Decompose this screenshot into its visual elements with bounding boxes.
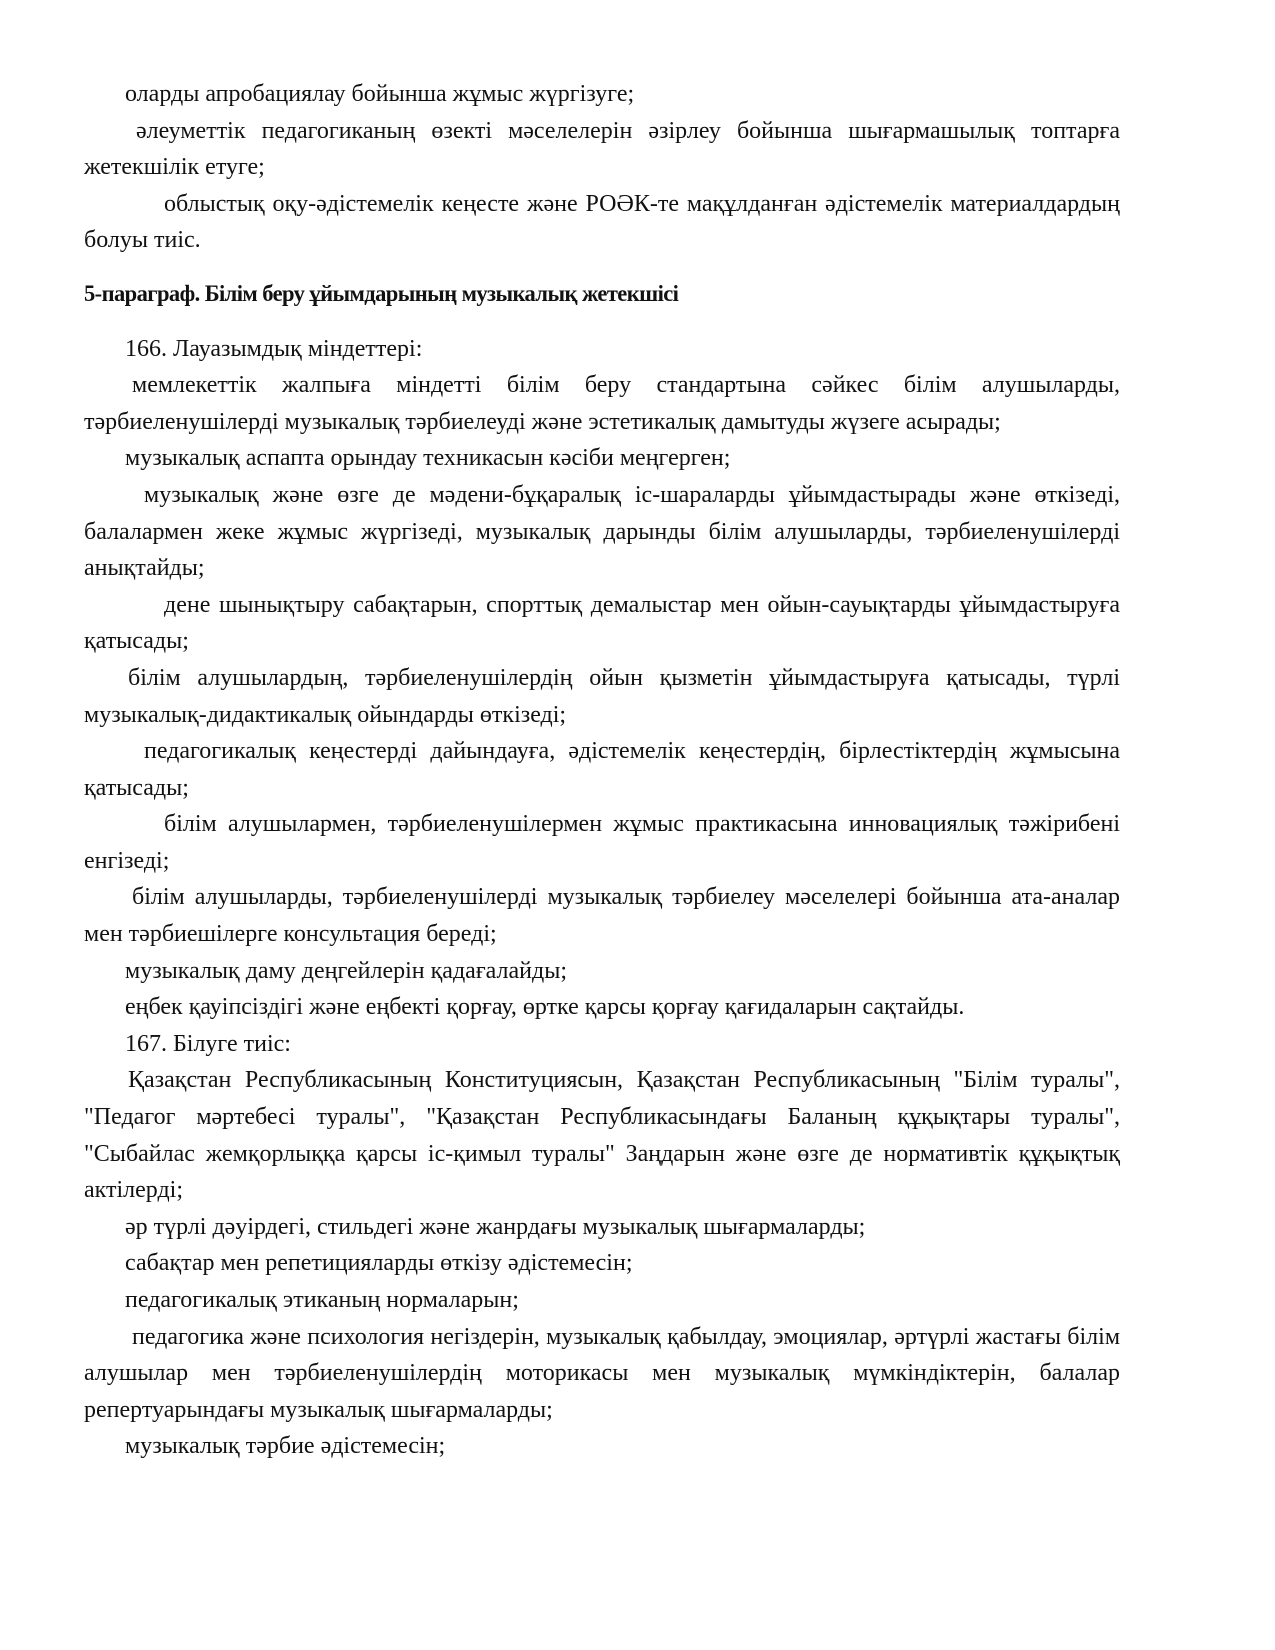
paragraph: педагогикалық этиканың нормаларын;	[125, 1287, 519, 1313]
clause-167-title: 167. Білуге тиіс:	[125, 1030, 291, 1057]
paragraph: білім алушылардың, тәрбиеленушілердің ойын қызметін ұйымдастыруға қатысады, түрлі музыкалық-дидактикалық ойындарды өткізеді;	[84, 664, 1120, 728]
intro-block	[84, 76, 1120, 259]
paragraph: әлеуметтік педагогиканың өзекті мәселелерін әзірлеу бойынша шығармашылық топтарға жетекшілік етуге;	[84, 117, 1120, 181]
paragraph: білім алушыларды, тәрбиеленушілерді музыкалық тәрбиелеу мәселелері бойынша ата-аналар мен тәрбиешілерге консультация береді;	[84, 884, 1120, 948]
paragraph: сабақтар мен репетицияларды өткізу әдістемесін;	[125, 1250, 633, 1277]
paragraph: педагогикалық кеңестерді дайындауға, әдістемелік кеңестердің, бірлестіктердің жұмысына қатысады;	[84, 738, 1120, 801]
document-page	[84, 76, 1120, 1465]
paragraph: білім алушылармен, тәрбиеленушілермен жұмыс практикасына инновациялық тәжірибені енгізеді;	[84, 811, 1120, 874]
paragraph: музыкалық аспапта орындау техникасын кәсіби меңгерген;	[125, 445, 731, 472]
clause-166-title: 166. Лауазымдық міндеттері:	[125, 335, 423, 362]
paragraph: облыстық оқу-әдістемелік кеңесте және РОӘК-те мақұлданған әдістемелік материалдардың болуы тиіс.	[84, 190, 1120, 254]
paragraph: Қазақстан Республикасының Конституциясын, Қазақстан Республикасының "Білім туралы", "Педагог мәртебесі туралы", "Қазақстан Республикасындағы Баланың құқықтары туралы", "Сыбайлас жемқорлыққа қарсы іс-қимыл туралы" Заңдарын және өзге де нормативтік құқықтық актілерді;	[84, 1067, 1120, 1204]
paragraph: музыкалық даму деңгейлерін қадағалайды;	[125, 957, 567, 984]
section-heading: 5-параграф. Білім беру ұйымдарының музыкалық жетекшісі	[84, 280, 679, 306]
paragraph: еңбек қауіпсіздігі және еңбекті қорғау, өртке қарсы қорғау қағидаларын сақтайды.	[125, 994, 965, 1021]
paragraph: дене шынықтыру сабақтарын, спорттық демалыстар мен ойын-сауықтарды ұйымдастыруға қатысады;	[84, 591, 1120, 655]
paragraph: мемлекеттік жалпыға міндетті білім беру стандартына сәйкес білім алушыларды, тәрбиеленушілерді музыкалық тәрбиелеуді және эстетикалық дамытуды жүзеге асырады;	[84, 372, 1120, 435]
section-body	[84, 331, 1120, 1465]
paragraph: оларды апробациялау бойынша жұмыс жүргізуге;	[125, 81, 635, 107]
paragraph: педагогика және психология негіздерін, музыкалық қабылдау, эмоциялар, әртүрлі жастағы білім алушылар мен тәрбиеленушілердің моторикасы мен музыкалық мүмкіндіктерін, балалар репертуарындағы музыкалық шығармаларды;	[84, 1323, 1120, 1423]
paragraph: музыкалық және өзге де мәдени-бұқаралық іс-шараларды ұйымдастырады және өткізеді, балалармен жеке жұмыс жүргізеді, музыкалық дарынды білім алушыларды, тәрбиеленушілерді анықтайды;	[84, 481, 1120, 582]
paragraph: әр түрлі дәуірдегі, стильдегі және жанрдағы музыкалық шығармаларды;	[125, 1213, 866, 1240]
paragraph: музыкалық тәрбие әдістемесін;	[125, 1433, 446, 1460]
